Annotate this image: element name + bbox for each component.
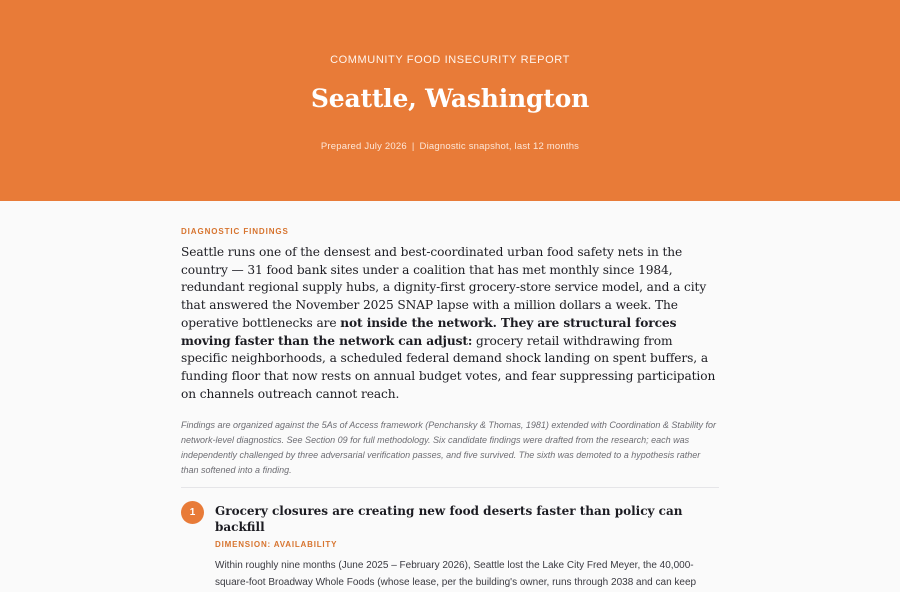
finding-number-badge: 1 (181, 501, 204, 524)
finding-item (181, 501, 719, 592)
prepared-date: Prepared July 2026 (320, 141, 407, 152)
snapshot-note: Diagnostic snapshot, last 12 months (419, 141, 580, 152)
lead-summary-text: Seattle runs one of the densest and best-coordinated urban food safety nets in the country — 31 food bank sites under a coalition that has met monthly since 1984, redundant regional supply hubs, a dignity-first grocery-store service model, and a city that answered the November 2025 SNAP lapse with a million dollars a week. The operative bottlenecks are (181, 245, 707, 330)
methodology-note: Findings are organized against the 5As of Access framework (Penchansky & Thomas, 1981) extended with Coordination & Stability for network-level diagnostics. See Section 09 for full methodology. Six candidate findings were drafted from the research; each was independently challenged by three adversarial verification passes, and five survived. The sixth was demoted to a hypothesis rather than softened into a finding. (181, 420, 716, 475)
lead-summary-text-continued: grocery retail withdrawing from specific neighborhoods, a scheduled federal demand shock landing on spent buffers, a funding floor that now rests on annual budget votes, and fear suppressing participation on channels outreach cannot reach. (181, 333, 716, 401)
meta-separator: | (411, 141, 415, 152)
finding-body: Within roughly nine months (June 2025 – February 2026), Seattle lost the Lake City Fred Meyer, the 40,000-square-foot Broadway Whole Foods (whose lease, per the building's owner, runs through 2038 and can keep (215, 559, 697, 589)
report-header (0, 0, 900, 201)
page-title: Seattle, Washington (310, 84, 590, 113)
report-type-label: COMMUNITY FOOD INSECURITY REPORT (330, 54, 570, 66)
lead-summary (181, 244, 719, 403)
section-label: DIAGNOSTIC FINDINGS (181, 227, 289, 236)
lead-summary-emphasis: not inside the network. They are structural forces moving faster than the network can adjust: (181, 315, 677, 348)
report-content (181, 201, 719, 592)
finding-dimension: DIMENSION: AVAILABILITY (215, 539, 338, 549)
report-meta (0, 141, 900, 152)
finding-title: Grocery closures are creating new food deserts faster than policy can backfill (215, 503, 683, 534)
section-divider (181, 487, 719, 488)
